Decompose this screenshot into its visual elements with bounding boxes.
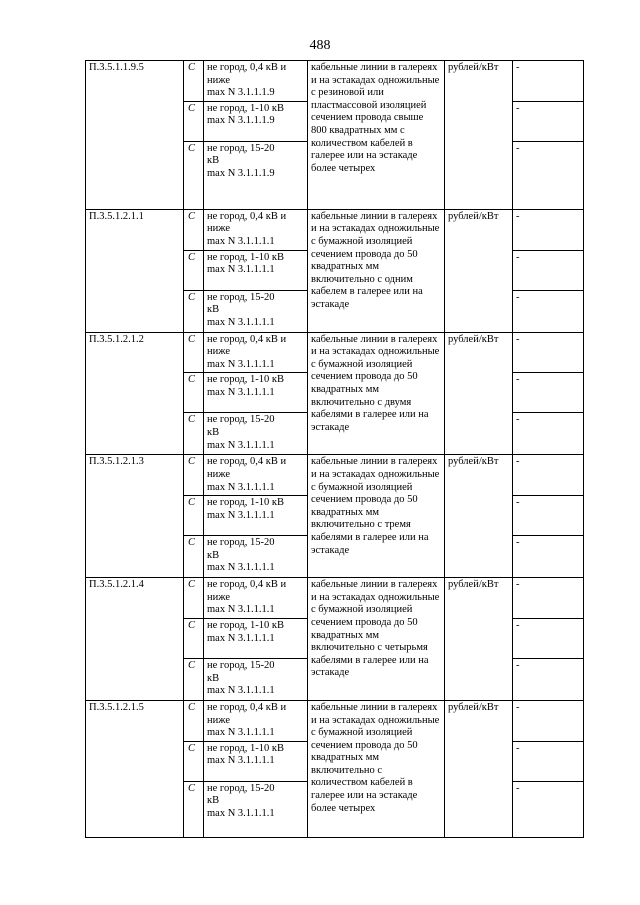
- rate-type: С: [184, 290, 204, 332]
- condition-text: не город, 1-10 кВ: [207, 102, 284, 114]
- item-code: П.3.5.1.1.9.5: [86, 61, 184, 210]
- condition-text: не город, 1-10 кВ: [207, 374, 284, 386]
- rate-type: С: [184, 578, 204, 619]
- description-cell: кабельные линии в галереях и на эстакадах одножильные с бумажной изоляцией сечением провода до 50 квадратных мм включительно с количеством кабелей в галерее или на эстакаде более четырех: [308, 700, 445, 837]
- value-cell: -: [513, 741, 584, 781]
- condition-cell: [204, 250, 308, 290]
- value-cell: -: [513, 332, 584, 373]
- condition-max: max N 3.1.1.1.1: [207, 235, 275, 247]
- condition-cell: [204, 290, 308, 332]
- condition-cell: [204, 658, 308, 700]
- unit-cell: рублей/кВт: [445, 578, 513, 701]
- table-row: [86, 700, 584, 741]
- condition-max: max N 3.1.1.1.1: [207, 727, 275, 739]
- rate-type: С: [184, 373, 204, 413]
- condition-text: кВ: [207, 304, 220, 316]
- rate-type: С: [184, 101, 204, 141]
- condition-text: не город, 1-10 кВ: [207, 497, 284, 509]
- condition-text: не город, 0,4 кВ и: [207, 701, 287, 713]
- condition-cell: [204, 209, 308, 250]
- condition-cell: [204, 101, 308, 141]
- item-code: П.3.5.1.2.1.4: [86, 578, 184, 701]
- tariff-table: [85, 60, 584, 838]
- condition-cell: [204, 332, 308, 373]
- condition-cell: [204, 536, 308, 578]
- rate-type: С: [184, 332, 204, 373]
- condition-cell: [204, 496, 308, 536]
- condition-text: ниже: [207, 74, 231, 86]
- value-cell: -: [513, 413, 584, 455]
- condition-text: кВ: [207, 672, 220, 684]
- item-code: П.3.5.1.2.1.2: [86, 332, 184, 455]
- condition-text: кВ: [207, 155, 220, 167]
- condition-max: max N 3.1.1.1.9: [207, 87, 275, 99]
- item-code: П.3.5.1.2.1.3: [86, 455, 184, 578]
- rate-type: С: [184, 658, 204, 700]
- table-row: [86, 455, 584, 496]
- item-code: П.3.5.1.2.1.1: [86, 209, 184, 332]
- value-cell: -: [513, 455, 584, 496]
- condition-max: max N 3.1.1.1.1: [207, 386, 275, 398]
- condition-max: max N 3.1.1.1.1: [207, 439, 275, 451]
- value-cell: -: [513, 658, 584, 700]
- condition-text: кВ: [207, 426, 220, 438]
- value-cell: -: [513, 578, 584, 619]
- condition-max: max N 3.1.1.1.1: [207, 755, 275, 767]
- tariff-table-body: [86, 61, 584, 838]
- unit-cell: рублей/кВт: [445, 209, 513, 332]
- condition-max: max N 3.1.1.1.1: [207, 807, 275, 819]
- condition-max: max N 3.1.1.1.1: [207, 685, 275, 697]
- rate-type: С: [184, 700, 204, 741]
- description-cell: кабельные линии в галереях и на эстакадах одножильные с резиновой или пластмассовой изоляцией сечением провода свыше 800 квадратных мм с количеством кабелей в галерее или на эстакаде более четырех: [308, 61, 445, 210]
- condition-text: не город, 0,4 кВ и: [207, 62, 287, 73]
- condition-text: ниже: [207, 346, 231, 358]
- rate-type: С: [184, 618, 204, 658]
- rate-type: С: [184, 413, 204, 455]
- condition-text: не город, 15-20: [207, 659, 275, 671]
- value-cell: -: [513, 61, 584, 102]
- rate-type: С: [184, 781, 204, 837]
- condition-max: max N 3.1.1.1.1: [207, 481, 275, 493]
- condition-cell: [204, 61, 308, 102]
- value-cell: -: [513, 290, 584, 332]
- value-cell: -: [513, 618, 584, 658]
- condition-max: max N 3.1.1.1.1: [207, 316, 275, 328]
- rate-type: С: [184, 536, 204, 578]
- unit-cell: рублей/кВт: [445, 332, 513, 455]
- unit-cell: рублей/кВт: [445, 61, 513, 210]
- condition-text: ниже: [207, 468, 231, 480]
- condition-cell: [204, 741, 308, 781]
- condition-text: не город, 0,4 кВ и: [207, 333, 287, 345]
- description-cell: кабельные линии в галереях и на эстакадах одножильные с бумажной изоляцией сечением провода до 50 квадратных мм включительно с тремя кабелями в галерее или на эстакаде: [308, 455, 445, 578]
- value-cell: -: [513, 781, 584, 837]
- rate-type: С: [184, 741, 204, 781]
- condition-text: ниже: [207, 223, 231, 235]
- condition-cell: [204, 781, 308, 837]
- unit-cell: рублей/кВт: [445, 700, 513, 837]
- table-row: [86, 209, 584, 250]
- condition-text: не город, 0,4 кВ и: [207, 456, 287, 468]
- value-cell: -: [513, 209, 584, 250]
- table-row: [86, 61, 584, 102]
- condition-text: кВ: [207, 549, 220, 561]
- condition-text: не город, 15-20: [207, 142, 275, 154]
- condition-text: не город, 15-20: [207, 537, 275, 549]
- table-row: [86, 578, 584, 619]
- value-cell: -: [513, 141, 584, 209]
- condition-text: не город, 15-20: [207, 782, 275, 794]
- rate-type: С: [184, 496, 204, 536]
- page-number: 488: [309, 38, 331, 53]
- value-cell: -: [513, 536, 584, 578]
- rate-type: С: [184, 61, 204, 102]
- condition-cell: [204, 578, 308, 619]
- description-cell: кабельные линии в галереях и на эстакадах одножильные с бумажной изоляцией сечением провода до 50 квадратных мм включительно с двумя кабелями в галерее или на эстакаде: [308, 332, 445, 455]
- condition-text: не город, 0,4 кВ и: [207, 579, 287, 591]
- condition-max: max N 3.1.1.1.9: [207, 167, 275, 179]
- rate-type: С: [184, 455, 204, 496]
- description-cell: кабельные линии в галереях и на эстакадах одножильные с бумажной изоляцией сечением провода до 50 квадратных мм включительно с одним кабелем в галерее или на эстакаде: [308, 209, 445, 332]
- unit-cell: рублей/кВт: [445, 455, 513, 578]
- condition-max: max N 3.1.1.1.1: [207, 632, 275, 644]
- value-cell: -: [513, 250, 584, 290]
- condition-text: кВ: [207, 795, 220, 807]
- condition-cell: [204, 618, 308, 658]
- value-cell: -: [513, 700, 584, 741]
- condition-text: не город, 15-20: [207, 291, 275, 303]
- rate-type: С: [184, 250, 204, 290]
- condition-text: не город, 0,4 кВ и: [207, 210, 287, 222]
- condition-max: max N 3.1.1.1.1: [207, 604, 275, 616]
- condition-cell: [204, 141, 308, 209]
- item-code: П.3.5.1.2.1.5: [86, 700, 184, 837]
- value-cell: -: [513, 373, 584, 413]
- value-cell: -: [513, 496, 584, 536]
- rate-type: С: [184, 141, 204, 209]
- condition-text: не город, 1-10 кВ: [207, 742, 284, 754]
- condition-max: max N 3.1.1.1.1: [207, 264, 275, 276]
- condition-max: max N 3.1.1.1.1: [207, 509, 275, 521]
- condition-text: не город, 1-10 кВ: [207, 251, 284, 263]
- condition-max: max N 3.1.1.1.1: [207, 562, 275, 574]
- condition-cell: [204, 455, 308, 496]
- description-cell: кабельные линии в галереях и на эстакадах одножильные с бумажной изоляцией сечением провода до 50 квадратных мм включительно с четырьмя кабелями в галерее или на эстакаде: [308, 578, 445, 701]
- value-cell: -: [513, 101, 584, 141]
- condition-cell: [204, 413, 308, 455]
- condition-max: max N 3.1.1.1.1: [207, 358, 275, 370]
- condition-cell: [204, 700, 308, 741]
- condition-text: не город, 15-20: [207, 414, 275, 426]
- rate-type: С: [184, 209, 204, 250]
- condition-text: ниже: [207, 591, 231, 603]
- condition-max: max N 3.1.1.1.9: [207, 115, 275, 127]
- condition-text: ниже: [207, 714, 231, 726]
- table-row: [86, 332, 584, 373]
- condition-cell: [204, 373, 308, 413]
- condition-text: не город, 1-10 кВ: [207, 619, 284, 631]
